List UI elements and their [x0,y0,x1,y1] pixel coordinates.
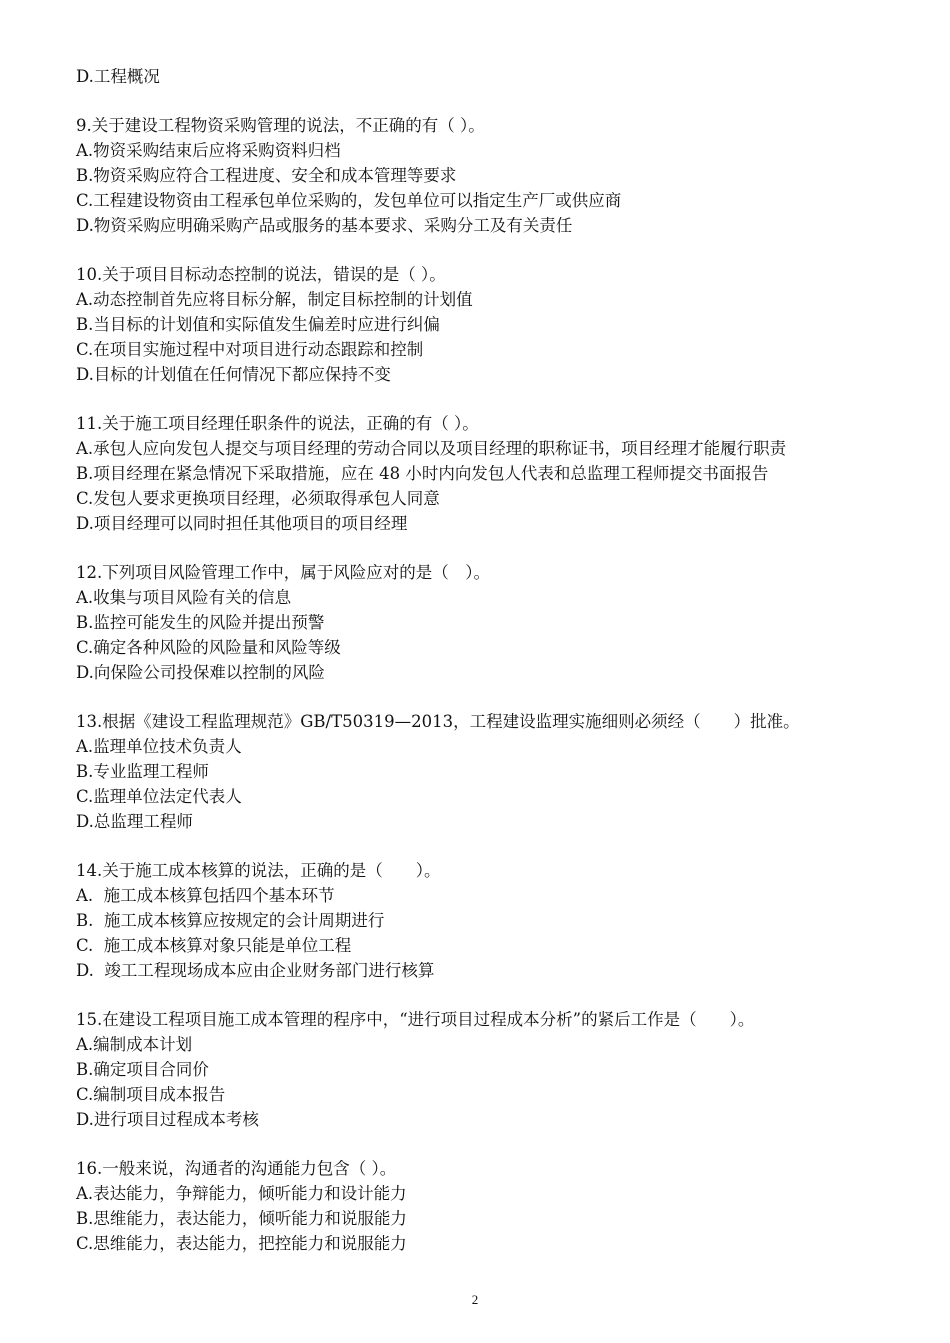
question-block [76,113,886,238]
question-block [76,1156,886,1256]
option-line: A.收集与项目风险有关的信息 [76,588,292,607]
option-line: C.思维能力，表达能力，把控能力和说服能力 [76,1234,407,1253]
option-line: B.当目标的计划值和实际值发生偏差时应进行纠偏 [76,315,440,334]
question-stem: 9.关于建设工程物资采购管理的说法，不正确的有（ ）。 [76,116,485,135]
option-line: C. 施工成本核算对象只能是单位工程 [76,936,352,955]
question-block [76,560,886,685]
question-stem: 14.关于施工成本核算的说法，正确的是（ ）。 [76,861,441,880]
option-line: A.物资采购结束后应将采购资料归档 [76,141,341,160]
option-line: B.专业监理工程师 [76,762,209,781]
option-line: A.编制成本计划 [76,1035,193,1054]
question-stem: 16.一般来说，沟通者的沟通能力包含（ ）。 [76,1159,397,1178]
option-line: D.总监理工程师 [76,812,193,831]
page-number: 2 [471,1292,479,1307]
option-line: B. 施工成本核算应按规定的会计周期进行 [76,911,385,930]
option-line: A.表达能力，争辩能力，倾听能力和设计能力 [76,1184,407,1203]
option-line: D.项目经理可以同时担任其他项目的项目经理 [76,514,408,533]
option-line: D.目标的计划值在任何情况下都应保持不变 [76,365,391,384]
option-line: B.项目经理在紧急情况下采取措施，应在 48 小时内向发包人代表和总监理工程师提交书面报告 [76,464,769,483]
question-stem: 15.在建设工程项目施工成本管理的程序中，“进行项目过程成本分析”的紧后工作是（ ）。 [76,1010,755,1029]
option-line: D.物资采购应明确采购产品或服务的基本要求、采购分工及有关责任 [76,216,573,235]
option-line: C.监理单位法定代表人 [76,787,242,806]
option-line: C.工程建设物资由工程承包单位采购的，发包单位可以指定生产厂或供应商 [76,191,622,210]
question-stem: 13.根据《建设工程监理规范》GB/T50319—2013，工程建设监理实施细则必须经（ ）批准。 [76,712,800,731]
question-block [76,1007,886,1132]
option-line: B.物资采购应符合工程进度、安全和成本管理等要求 [76,166,457,185]
option-line: C.发包人要求更换项目经理，必须取得承包人同意 [76,489,440,508]
question-stem: 11.关于施工项目经理任职条件的说法，正确的有（ ）。 [76,414,479,433]
question-stem: 10.关于项目目标动态控制的说法，错误的是（ ）。 [76,265,446,284]
option-line: A.承包人应向发包人提交与项目经理的劳动合同以及项目经理的职称证书，项目经理才能履行职责 [76,439,787,458]
option-line: A.动态控制首先应将目标分解，制定目标控制的计划值 [76,290,473,309]
question-block [76,262,886,387]
option-line: B.思维能力，表达能力，倾听能力和说服能力 [76,1209,407,1228]
option-line: C.在项目实施过程中对项目进行动态跟踪和控制 [76,340,424,359]
question-block [76,411,886,536]
option-line: B.确定项目合同价 [76,1060,209,1079]
option-line: D.工程概况 [76,67,160,86]
option-line: C.编制项目成本报告 [76,1085,226,1104]
question-stem: 12.下列项目风险管理工作中，属于风险应对的是（ ）。 [76,563,490,582]
question-block [76,709,886,834]
option-line: A.监理单位技术负责人 [76,737,242,756]
option-line: D. 竣工工程现场成本应由企业财务部门进行核算 [76,961,435,980]
option-line: B.监控可能发生的风险并提出预警 [76,613,325,632]
option-line: D.向保险公司投保难以控制的风险 [76,663,325,682]
option-line: C.确定各种风险的风险量和风险等级 [76,638,341,657]
option-line: D.进行项目过程成本考核 [76,1110,259,1129]
question-block [76,858,886,983]
option-line: A. 施工成本核算包括四个基本环节 [76,886,335,905]
document-body [76,64,886,1256]
